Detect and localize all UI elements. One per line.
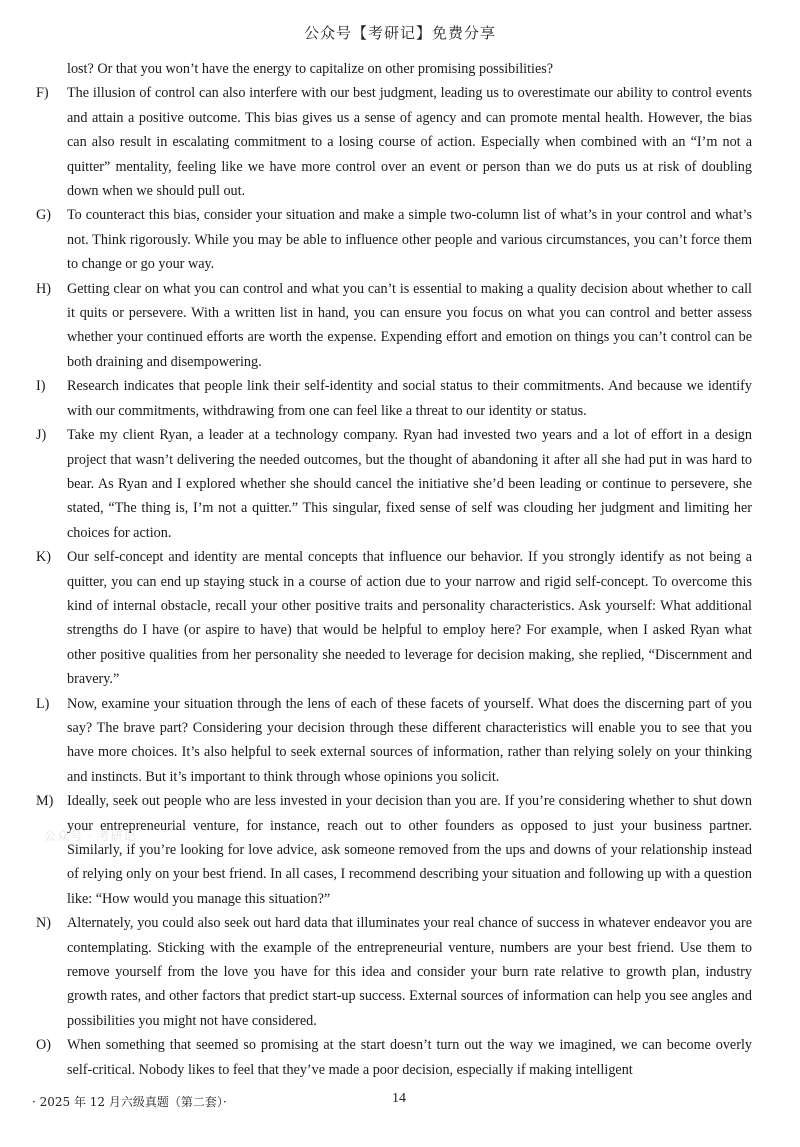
paragraph-j [36, 423, 752, 545]
paragraph-continuation [36, 57, 752, 81]
paragraph-f [36, 81, 752, 203]
paragraph-letter: M) [36, 793, 54, 810]
paragraph-text: Ideally, seek out people who are less invested in your decision than you are. If you’re considering whether to shut down your entrepreneurial venture, for instance, reach out to other founders as opposed to just your business partner. Similarly, if you’re looking for love advice, ask someone removed from the ups and downs of your relationship instead of relying only on your best friend. In all cases, I recommend describing your situation and following up with a question like: “How would you manage this situation?” [67, 793, 752, 907]
paragraph-letter: O) [36, 1037, 51, 1054]
paragraph-m [36, 789, 752, 911]
paragraph-l [36, 692, 752, 790]
article-body [36, 57, 752, 1082]
paragraph-i [36, 374, 752, 423]
paragraph-letter: I) [36, 378, 46, 395]
paragraph-letter: H) [36, 280, 51, 297]
paragraph-k [36, 545, 752, 691]
paragraph-text: Now, examine your situation through the lens of each of these facets of yourself. What does the discerning part of you say? The brave part? Considering your decision through these different characteristics will enable you to see that you have more choices. It’s also helpful to seek external sources of information, rather than relying solely on your thinking and instincts. But it’s important to think through whose opinions you solicit. [67, 695, 752, 785]
paragraph-n [36, 911, 752, 1033]
paragraph-text: Getting clear on what you can control and what you can’t is essential to making a quality decision about whether to call it quits or persevere. With a written list in hand, you can ensure you focus on what you can control and better assess whether your continued efforts are worth the expense. Expending effort and emotion on things you can’t control can be both draining and disempowering. [67, 280, 752, 370]
paragraph-letter: G) [36, 207, 51, 224]
watermark: 公众号 · 考研记 [44, 829, 137, 843]
footer-source: · 2025 年 12 月六级真题（第二套）· [32, 1095, 227, 1109]
paragraph-letter: K) [36, 549, 51, 566]
paragraph-text: The illusion of control can also interfere with our best judgment, leading us to overestimate our ability to control events and attain a positive outcome. This bias gives us a sense of agency and can promote mental health. However, the bias can also result in escalating commitment to a losing course of action. Especially when combined with an “I’m not a quitter” mentality, feeling like we have more control over an event or person than we do puts us at risk of doubling down when we should pull out. [67, 85, 752, 200]
page-number: 14 [392, 1091, 406, 1106]
paragraph-o [36, 1033, 752, 1082]
paragraph-text: Our self-concept and identity are mental concepts that influence our behavior. If you strongly identify as not being a quitter, you can end up staying stuck in a course of action due to your narrow and rigid self-concept. To overcome this kind of internal obstacle, recall your other positive traits and personality characteristics. Ask yourself: What additional strengths do I have (or aspire to have) that would be helpful to employ here? For example, when I asked Ryan what other positive qualities from her personality she needed to leverage for decision making, she replied, “Discernment and bravery.” [67, 549, 752, 688]
paragraph-g [36, 203, 752, 276]
paragraph-text: To counteract this bias, consider your situation and make a simple two-column list of what’s in your control and what’s not. Think rigorously. While you may be able to influence other people and various circumstances, you can’t force them to change or go your way. [67, 207, 752, 273]
paragraph-text: Research indicates that people link their self-identity and social status to their commitments. And because we identify with our commitments, withdrawing from one can feel like a threat to our identity or status. [67, 378, 752, 419]
page-header: 公众号【考研记】免费分享 [303, 24, 496, 42]
paragraph-letter: F) [36, 85, 49, 102]
paragraph-letter: N) [36, 915, 51, 932]
paragraph-text: lost? Or that you won’t have the energy to capitalize on other promising possibilities? [67, 61, 554, 77]
paragraph-letter: J) [36, 427, 47, 444]
paragraph-letter: L) [36, 695, 50, 712]
paragraph-text: Take my client Ryan, a leader at a technology company. Ryan had invested two years and a lot of effort in a design project that wasn’t delivering the needed outcomes, but the thought of abandoning it after all she had put in was hard to bear. As Ryan and I explored whether she should cancel the initiative she’d been leading or continue to persevere, she stated, “The thing is, I’m not a quitter.” This singular, fixed sense of self was clouding her judgment and limiting her choices for action. [67, 427, 752, 541]
paragraph-text: When something that seemed so promising at the start doesn’t turn out the way we imagined, we can become overly self-critical. Nobody likes to feel that they’ve made a poor decision, especially if making intelligent [67, 1037, 752, 1078]
paragraph-text: Alternately, you could also seek out hard data that illuminates your real chance of success in whatever endeavor you are contemplating. Sticking with the example of the entrepreneurial venture, numbers are your best friend. Use them to remove yourself from the love you have for this idea and consider your burn rate relative to growth plan, industry growth rates, and other factors that predict start-up success. External sources of information can help you see angles and possibilities you might not have considered. [67, 915, 752, 1029]
paragraph-h [36, 277, 752, 375]
